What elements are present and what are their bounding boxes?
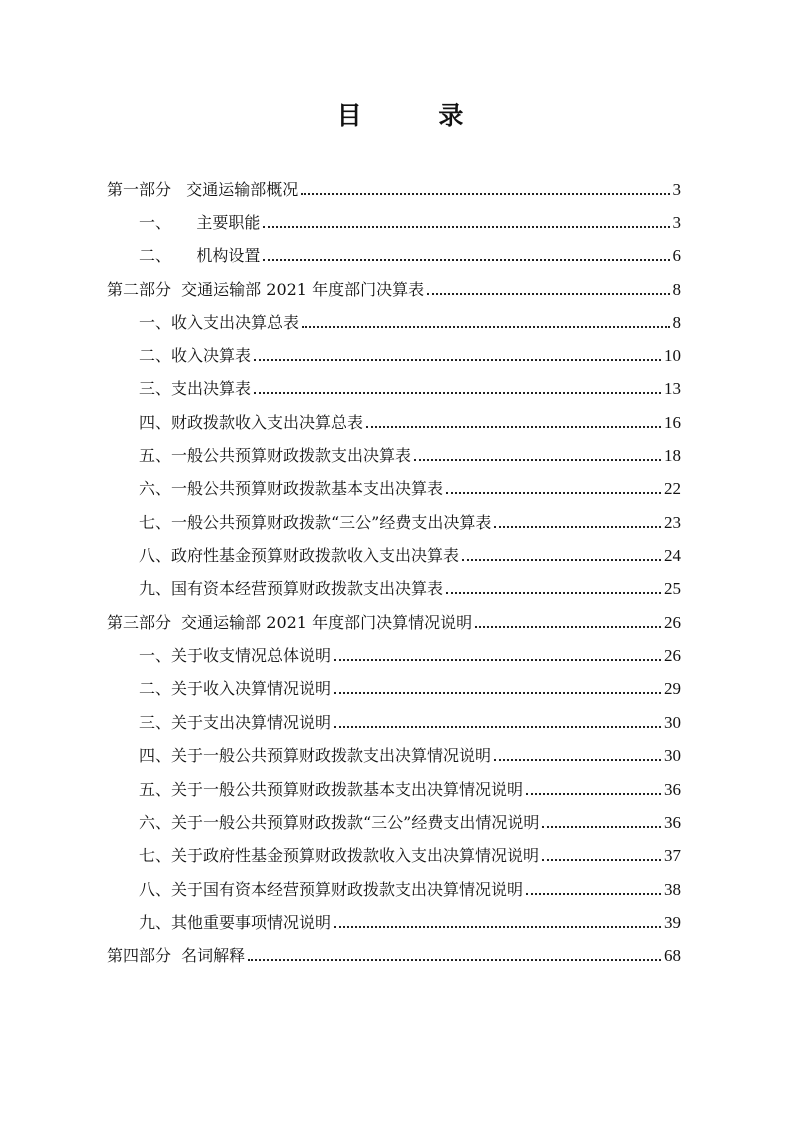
dot-leader <box>366 426 661 428</box>
dot-leader <box>254 359 661 361</box>
toc-label: 七、关于政府性基金预算财政拨款收入支出决算情况说明 <box>139 846 540 865</box>
toc-entry[interactable] <box>139 705 681 733</box>
toc-label: 八、关于国有资本经营预算财政拨款支出决算情况说明 <box>139 880 524 899</box>
toc-entry[interactable] <box>139 238 681 266</box>
dot-leader <box>494 759 661 761</box>
dot-leader <box>263 259 669 261</box>
toc-page-number: 37 <box>664 846 681 865</box>
toc-page-number: 26 <box>664 613 681 632</box>
toc-entry[interactable] <box>139 505 681 533</box>
toc-entry[interactable] <box>139 838 681 866</box>
dot-leader <box>334 659 661 661</box>
toc-label: 六、关于一般公共预算财政拨款“三公”经费支出情况说明 <box>139 813 540 832</box>
toc-page-number: 22 <box>664 479 681 498</box>
toc-label: 五、关于一般公共预算财政拨款基本支出决算情况说明 <box>139 780 524 799</box>
toc-entry[interactable] <box>139 772 681 800</box>
toc-page-number: 3 <box>672 180 681 199</box>
toc-entry[interactable] <box>139 305 681 333</box>
dot-leader <box>542 859 661 861</box>
dot-leader <box>301 193 669 195</box>
toc-entry[interactable] <box>139 438 681 466</box>
toc-entry-part-2[interactable] <box>107 272 681 300</box>
toc-entry[interactable] <box>139 205 681 233</box>
toc-page-number: 68 <box>664 946 681 965</box>
dot-leader <box>248 959 661 961</box>
dot-leader <box>475 626 661 628</box>
toc-label: 二、收入决算表 <box>139 346 252 365</box>
toc-entry[interactable] <box>139 738 681 766</box>
toc-entry[interactable] <box>139 338 681 366</box>
dot-leader <box>542 826 661 828</box>
toc-entry-part-4[interactable] <box>107 938 681 966</box>
toc-entry[interactable] <box>139 671 681 699</box>
toc-page-number: 23 <box>664 513 681 532</box>
toc-label: 第三部分 交通运输部 2021 年度部门决算情况说明 <box>107 613 473 632</box>
toc-entry-part-1[interactable] <box>107 172 681 200</box>
toc-page-number: 8 <box>672 280 681 299</box>
toc-page-number: 39 <box>664 913 681 932</box>
dot-leader <box>494 526 661 528</box>
toc-entry[interactable] <box>139 905 681 933</box>
toc-entry[interactable] <box>139 872 681 900</box>
dot-leader <box>414 459 661 461</box>
toc-entry[interactable] <box>139 371 681 399</box>
toc-label: 第二部分 交通运输部 2021 年度部门决算表 <box>107 280 425 299</box>
toc-page-number: 36 <box>664 813 681 832</box>
toc-page-number: 10 <box>664 346 681 365</box>
toc-label: 五、一般公共预算财政拨款支出决算表 <box>139 446 412 465</box>
dot-leader <box>446 492 661 494</box>
toc-page-number: 29 <box>664 679 681 698</box>
toc-page-number: 8 <box>672 313 681 332</box>
dot-leader <box>254 392 661 394</box>
toc-page-number: 16 <box>664 413 681 432</box>
toc-label: 一、收入支出决算总表 <box>139 313 300 332</box>
toc-page-number: 25 <box>664 579 681 598</box>
toc-entry[interactable] <box>139 638 681 666</box>
dot-leader <box>526 893 661 895</box>
toc-label: 一、关于收支情况总体说明 <box>139 646 332 665</box>
toc-page-number: 36 <box>664 780 681 799</box>
toc-entry[interactable] <box>139 805 681 833</box>
toc-label: 三、支出决算表 <box>139 379 252 398</box>
dot-leader <box>526 793 661 795</box>
toc-label: 七、一般公共预算财政拨款“三公”经费支出决算表 <box>139 513 492 532</box>
dot-leader <box>302 326 669 328</box>
toc-label: 一、 主要职能 <box>139 213 261 232</box>
toc-page-number: 30 <box>664 713 681 732</box>
dot-leader <box>334 692 661 694</box>
toc-entry[interactable] <box>139 538 681 566</box>
dot-leader <box>334 926 661 928</box>
toc-label: 三、关于支出决算情况说明 <box>139 713 332 732</box>
toc-page-number: 38 <box>664 880 681 899</box>
toc-entry[interactable] <box>139 405 681 433</box>
toc-label: 第一部分 交通运输部概况 <box>107 180 299 199</box>
toc-label: 第四部分 名词解释 <box>107 946 246 965</box>
toc-page-number: 26 <box>664 646 681 665</box>
toc-label: 二、 机构设置 <box>139 246 261 265</box>
toc-label: 六、一般公共预算财政拨款基本支出决算表 <box>139 479 444 498</box>
toc-entry[interactable] <box>139 571 681 599</box>
toc-page-number: 18 <box>664 446 681 465</box>
toc-page-number: 24 <box>664 546 681 565</box>
toc-page-number: 13 <box>664 379 681 398</box>
dot-leader <box>334 726 661 728</box>
toc-page-number: 6 <box>672 246 681 265</box>
toc-label: 四、关于一般公共预算财政拨款支出决算情况说明 <box>139 746 492 765</box>
dot-leader <box>263 226 669 228</box>
dot-leader <box>446 592 661 594</box>
dot-leader <box>427 293 669 295</box>
toc-label: 九、国有资本经营预算财政拨款支出决算表 <box>139 579 444 598</box>
toc-entry-part-3[interactable] <box>107 605 681 633</box>
toc-page-number: 3 <box>672 213 681 232</box>
toc-label: 二、关于收入决算情况说明 <box>139 679 332 698</box>
toc-label: 四、财政拨款收入支出决算总表 <box>139 413 364 432</box>
toc-entry[interactable] <box>139 471 681 499</box>
toc-label: 九、其他重要事项情况说明 <box>139 913 332 932</box>
page-title: 目 录 <box>336 101 498 130</box>
dot-leader <box>462 559 661 561</box>
toc-label: 八、政府性基金预算财政拨款收入支出决算表 <box>139 546 460 565</box>
toc-page-number: 30 <box>664 746 681 765</box>
